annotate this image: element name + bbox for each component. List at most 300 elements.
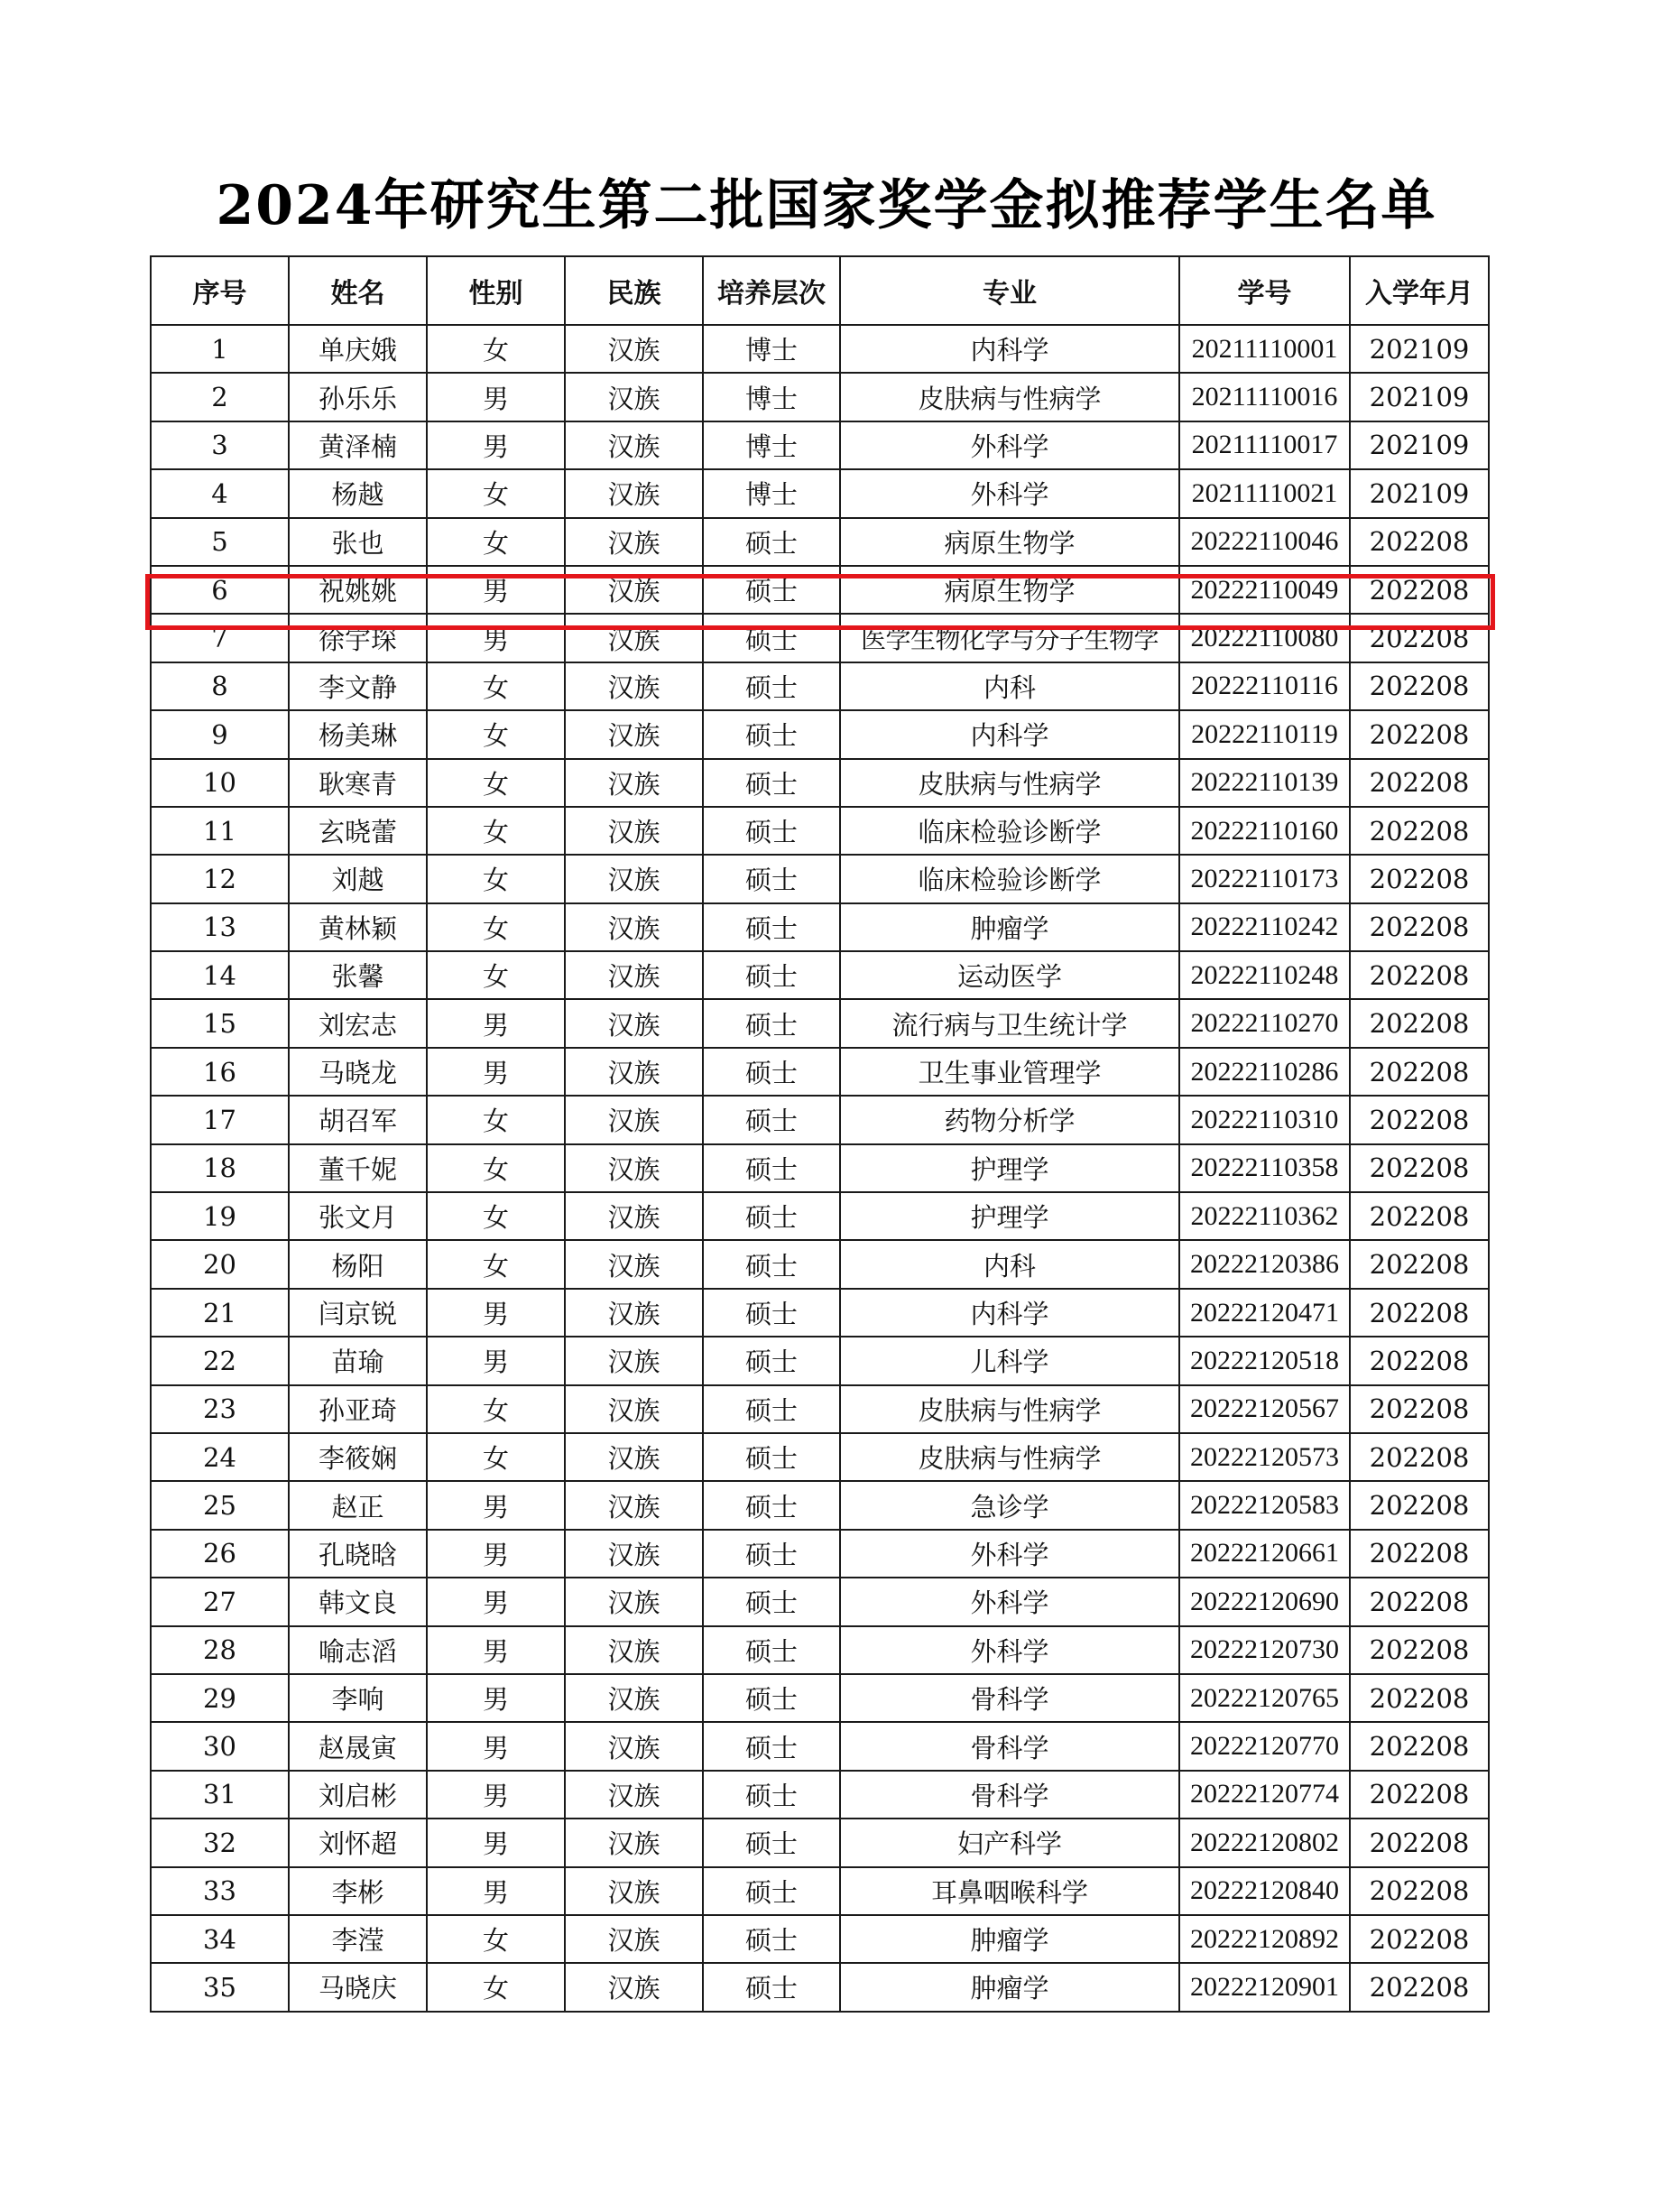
table-row <box>151 1915 1489 1963</box>
table-row <box>151 421 1489 469</box>
table-cell-gender: 男 <box>427 566 565 614</box>
table-cell-id: 20222110362 <box>1179 1192 1350 1240</box>
table-cell-enroll: 202208 <box>1350 1240 1489 1288</box>
table-cell-id: 20222110139 <box>1179 759 1350 807</box>
table-cell-id: 20222120690 <box>1179 1578 1350 1625</box>
table-cell-level: 博士 <box>703 373 840 421</box>
table-cell-index: 13 <box>151 903 289 951</box>
scholarship-table <box>150 255 1490 2013</box>
table-cell-enroll: 202109 <box>1350 373 1489 421</box>
table-cell-name: 李文静 <box>289 662 427 710</box>
table-cell-id: 20211110021 <box>1179 469 1350 517</box>
table-cell-gender: 女 <box>427 951 565 999</box>
table-cell-gender: 男 <box>427 1289 565 1337</box>
table-cell-level: 硕士 <box>703 1240 840 1288</box>
table-cell-id: 20211110001 <box>1179 325 1350 373</box>
table-cell-id: 20222120730 <box>1179 1626 1350 1674</box>
table-cell-gender: 女 <box>427 325 565 373</box>
table-cell-enroll: 202208 <box>1350 1626 1489 1674</box>
table-cell-id: 20222110160 <box>1179 807 1350 855</box>
table-cell-enroll: 202208 <box>1350 951 1489 999</box>
table-row <box>151 1674 1489 1722</box>
table-cell-id: 20222110049 <box>1179 566 1350 614</box>
table-row <box>151 1048 1489 1096</box>
table-cell-index: 11 <box>151 807 289 855</box>
table-cell-index: 8 <box>151 662 289 710</box>
table-cell-level: 硕士 <box>703 566 840 614</box>
table-cell-index: 31 <box>151 1771 289 1819</box>
table-row <box>151 1096 1489 1143</box>
table-cell-index: 33 <box>151 1867 289 1915</box>
table-cell-id: 20222120892 <box>1179 1915 1350 1963</box>
table-cell-gender: 女 <box>427 518 565 566</box>
table-cell-index: 28 <box>151 1626 289 1674</box>
table-cell-id: 20222110116 <box>1179 662 1350 710</box>
table-cell-enroll: 202208 <box>1350 1192 1489 1240</box>
table-cell-gender: 女 <box>427 1144 565 1192</box>
table-row <box>151 855 1489 902</box>
table-cell-enroll: 202208 <box>1350 1771 1489 1819</box>
table-cell-name: 黄泽楠 <box>289 421 427 469</box>
table-cell-enroll: 202208 <box>1350 1530 1489 1578</box>
table-cell-level: 硕士 <box>703 1144 840 1192</box>
table-cell-enroll: 202208 <box>1350 1433 1489 1481</box>
table-cell-enroll: 202208 <box>1350 1963 1489 2011</box>
table-cell-level: 硕士 <box>703 1867 840 1915</box>
table-cell-major: 内科学 <box>840 325 1179 373</box>
table-cell-index: 6 <box>151 566 289 614</box>
table-cell-id: 20222120901 <box>1179 1963 1350 2011</box>
table-cell-id: 20211110017 <box>1179 421 1350 469</box>
table-row <box>151 1433 1489 1481</box>
table-cell-major: 临床检验诊断学 <box>840 807 1179 855</box>
table-row <box>151 325 1489 373</box>
table-cell-id: 20222110046 <box>1179 518 1350 566</box>
table-cell-ethnicity: 汉族 <box>565 614 703 662</box>
table-cell-gender: 男 <box>427 1626 565 1674</box>
table-cell-ethnicity: 汉族 <box>565 1048 703 1096</box>
table-cell-level: 硕士 <box>703 1096 840 1143</box>
table-cell-ethnicity: 汉族 <box>565 325 703 373</box>
table-cell-id: 20222120567 <box>1179 1385 1350 1433</box>
table-cell-gender: 女 <box>427 469 565 517</box>
table-cell-name: 闫京锐 <box>289 1289 427 1337</box>
table-cell-level: 硕士 <box>703 999 840 1047</box>
table-cell-enroll: 202208 <box>1350 759 1489 807</box>
table-cell-major: 外科学 <box>840 421 1179 469</box>
table-cell-index: 32 <box>151 1819 289 1866</box>
table-cell-id: 20222110270 <box>1179 999 1350 1047</box>
table-cell-major: 骨科学 <box>840 1722 1179 1770</box>
table-cell-enroll: 202208 <box>1350 1144 1489 1192</box>
table-cell-ethnicity: 汉族 <box>565 1096 703 1143</box>
table-cell-index: 5 <box>151 518 289 566</box>
table-row <box>151 1530 1489 1578</box>
table-cell-major: 外科学 <box>840 469 1179 517</box>
table-cell-gender: 女 <box>427 903 565 951</box>
table-cell-gender: 女 <box>427 1385 565 1433</box>
table-cell-gender: 男 <box>427 1674 565 1722</box>
table-cell-enroll: 202208 <box>1350 999 1489 1047</box>
table-cell-id: 20222110080 <box>1179 614 1350 662</box>
table-cell-gender: 男 <box>427 999 565 1047</box>
table-cell-id: 20222120661 <box>1179 1530 1350 1578</box>
table-cell-gender: 男 <box>427 421 565 469</box>
table-cell-ethnicity: 汉族 <box>565 807 703 855</box>
table-cell-enroll: 202208 <box>1350 1578 1489 1625</box>
table-cell-ethnicity: 汉族 <box>565 759 703 807</box>
table-row <box>151 1626 1489 1674</box>
table-cell-gender: 男 <box>427 1722 565 1770</box>
table-cell-ethnicity: 汉族 <box>565 1433 703 1481</box>
table-cell-major: 肿瘤学 <box>840 903 1179 951</box>
table-row <box>151 1578 1489 1625</box>
table-cell-ethnicity: 汉族 <box>565 1192 703 1240</box>
table-cell-name: 赵晟寅 <box>289 1722 427 1770</box>
document-title: 2024年研究生第二批国家奖学金拟推荐学生名单 <box>216 174 1437 237</box>
table-cell-index: 7 <box>151 614 289 662</box>
header-name: 姓名 <box>289 256 427 325</box>
table-cell-major: 肿瘤学 <box>840 1963 1179 2011</box>
table-cell-gender: 男 <box>427 1578 565 1625</box>
table-cell-enroll: 202109 <box>1350 421 1489 469</box>
table-cell-major: 内科学 <box>840 1289 1179 1337</box>
table-cell-ethnicity: 汉族 <box>565 903 703 951</box>
table-row <box>151 373 1489 421</box>
table-row <box>151 1771 1489 1819</box>
table-cell-level: 硕士 <box>703 1819 840 1866</box>
table-cell-enroll: 202109 <box>1350 469 1489 517</box>
table-row <box>151 518 1489 566</box>
table-cell-name: 玄晓蕾 <box>289 807 427 855</box>
table-row <box>151 759 1489 807</box>
table-cell-gender: 女 <box>427 1240 565 1288</box>
table-cell-id: 20222120518 <box>1179 1337 1350 1384</box>
table-cell-ethnicity: 汉族 <box>565 662 703 710</box>
table-cell-ethnicity: 汉族 <box>565 1481 703 1529</box>
table-cell-gender: 女 <box>427 1192 565 1240</box>
table-cell-ethnicity: 汉族 <box>565 1144 703 1192</box>
table-cell-major: 医学生物化学与分子生物学 <box>840 614 1179 662</box>
table-cell-level: 硕士 <box>703 1530 840 1578</box>
table-cell-gender: 女 <box>427 807 565 855</box>
table-cell-level: 硕士 <box>703 1192 840 1240</box>
table-cell-name: 徐宇琛 <box>289 614 427 662</box>
table-cell-name: 刘启彬 <box>289 1771 427 1819</box>
header-gender: 性别 <box>427 256 565 325</box>
table-cell-gender: 男 <box>427 1337 565 1384</box>
table-row <box>151 614 1489 662</box>
table-cell-gender: 女 <box>427 662 565 710</box>
table-cell-id: 20222120765 <box>1179 1674 1350 1722</box>
table-cell-ethnicity: 汉族 <box>565 1819 703 1866</box>
table-cell-id: 20222120774 <box>1179 1771 1350 1819</box>
table-cell-ethnicity: 汉族 <box>565 1963 703 2011</box>
table-cell-enroll: 202208 <box>1350 662 1489 710</box>
table-cell-enroll: 202208 <box>1350 1819 1489 1866</box>
table-cell-major: 骨科学 <box>840 1674 1179 1722</box>
table-header <box>151 256 1489 325</box>
table-cell-ethnicity: 汉族 <box>565 1578 703 1625</box>
table-cell-index: 26 <box>151 1530 289 1578</box>
table-row <box>151 1192 1489 1240</box>
table-cell-ethnicity: 汉族 <box>565 1626 703 1674</box>
table-cell-enroll: 202208 <box>1350 710 1489 758</box>
table-cell-name: 刘越 <box>289 855 427 902</box>
table-cell-id: 20222120802 <box>1179 1819 1350 1866</box>
table-cell-major: 骨科学 <box>840 1771 1179 1819</box>
table-cell-name: 刘怀超 <box>289 1819 427 1866</box>
table-cell-gender: 女 <box>427 1963 565 2011</box>
table-cell-ethnicity: 汉族 <box>565 1289 703 1337</box>
table-cell-ethnicity: 汉族 <box>565 1337 703 1384</box>
table-row <box>151 1337 1489 1384</box>
table-cell-name: 赵正 <box>289 1481 427 1529</box>
table-cell-name: 马晓龙 <box>289 1048 427 1096</box>
table-cell-id: 20222120471 <box>1179 1289 1350 1337</box>
table-cell-level: 硕士 <box>703 1578 840 1625</box>
table-cell-name: 杨阳 <box>289 1240 427 1288</box>
table-cell-index: 17 <box>151 1096 289 1143</box>
header-enrollment: 入学年月 <box>1350 256 1489 325</box>
table-cell-id: 20222120840 <box>1179 1867 1350 1915</box>
table-cell-enroll: 202208 <box>1350 1048 1489 1096</box>
table-cell-name: 祝姚姚 <box>289 566 427 614</box>
table-row <box>151 1144 1489 1192</box>
table-cell-ethnicity: 汉族 <box>565 1867 703 1915</box>
table-cell-ethnicity: 汉族 <box>565 1530 703 1578</box>
table-cell-name: 李滢 <box>289 1915 427 1963</box>
table-row <box>151 566 1489 614</box>
table-cell-gender: 男 <box>427 1771 565 1819</box>
table-cell-index: 18 <box>151 1144 289 1192</box>
table-cell-level: 博士 <box>703 421 840 469</box>
table-cell-level: 硕士 <box>703 1337 840 1384</box>
table-cell-gender: 男 <box>427 1530 565 1578</box>
table-row <box>151 1722 1489 1770</box>
table-cell-major: 内科 <box>840 662 1179 710</box>
header-student-id: 学号 <box>1179 256 1350 325</box>
table-row <box>151 1481 1489 1529</box>
table-cell-level: 博士 <box>703 469 840 517</box>
table-row <box>151 1240 1489 1288</box>
table-cell-enroll: 202208 <box>1350 807 1489 855</box>
table-cell-index: 27 <box>151 1578 289 1625</box>
header-row <box>151 256 1489 325</box>
header-level: 培养层次 <box>703 256 840 325</box>
table-cell-level: 硕士 <box>703 759 840 807</box>
table-cell-major: 皮肤病与性病学 <box>840 1385 1179 1433</box>
table-cell-ethnicity: 汉族 <box>565 421 703 469</box>
table-cell-index: 9 <box>151 710 289 758</box>
table-cell-index: 14 <box>151 951 289 999</box>
table-cell-name: 耿寒青 <box>289 759 427 807</box>
table-cell-gender: 女 <box>427 710 565 758</box>
table-cell-major: 病原生物学 <box>840 566 1179 614</box>
table-cell-name: 杨美琳 <box>289 710 427 758</box>
table-cell-major: 妇产科学 <box>840 1819 1179 1866</box>
table-cell-id: 20222110119 <box>1179 710 1350 758</box>
table-cell-id: 20222110310 <box>1179 1096 1350 1143</box>
table-cell-name: 张馨 <box>289 951 427 999</box>
table-row <box>151 1819 1489 1866</box>
table-row <box>151 662 1489 710</box>
header-major: 专业 <box>840 256 1179 325</box>
table-cell-level: 硕士 <box>703 855 840 902</box>
table-cell-enroll: 202208 <box>1350 566 1489 614</box>
table-row <box>151 1867 1489 1915</box>
table-cell-index: 30 <box>151 1722 289 1770</box>
table-cell-major: 运动医学 <box>840 951 1179 999</box>
table-cell-major: 药物分析学 <box>840 1096 1179 1143</box>
table-cell-enroll: 202208 <box>1350 518 1489 566</box>
table-cell-name: 张也 <box>289 518 427 566</box>
table-cell-name: 孙乐乐 <box>289 373 427 421</box>
table-cell-level: 硕士 <box>703 614 840 662</box>
table-cell-index: 25 <box>151 1481 289 1529</box>
table-cell-level: 硕士 <box>703 1048 840 1096</box>
table-cell-level: 硕士 <box>703 1289 840 1337</box>
table-cell-gender: 男 <box>427 1867 565 1915</box>
table-cell-level: 硕士 <box>703 1433 840 1481</box>
table-cell-ethnicity: 汉族 <box>565 1674 703 1722</box>
table-cell-level: 硕士 <box>703 807 840 855</box>
table-cell-gender: 女 <box>427 855 565 902</box>
table-cell-level: 硕士 <box>703 1771 840 1819</box>
table-cell-gender: 男 <box>427 1481 565 1529</box>
table-cell-ethnicity: 汉族 <box>565 999 703 1047</box>
table-cell-name: 李彬 <box>289 1867 427 1915</box>
table-cell-enroll: 202208 <box>1350 1722 1489 1770</box>
table-cell-level: 硕士 <box>703 1915 840 1963</box>
table-cell-level: 硕士 <box>703 951 840 999</box>
table-row <box>151 1963 1489 2011</box>
table-cell-major: 外科学 <box>840 1530 1179 1578</box>
table-cell-name: 喻志滔 <box>289 1626 427 1674</box>
table-row <box>151 469 1489 517</box>
table-row <box>151 1385 1489 1433</box>
header-ethnicity: 民族 <box>565 256 703 325</box>
header-index: 序号 <box>151 256 289 325</box>
table-cell-index: 22 <box>151 1337 289 1384</box>
table-body <box>151 325 1489 2012</box>
table-cell-gender: 女 <box>427 1915 565 1963</box>
table-cell-enroll: 202208 <box>1350 1385 1489 1433</box>
table-cell-index: 35 <box>151 1963 289 2011</box>
table-cell-enroll: 202208 <box>1350 1915 1489 1963</box>
table-cell-ethnicity: 汉族 <box>565 373 703 421</box>
table-cell-enroll: 202208 <box>1350 903 1489 951</box>
table-cell-enroll: 202208 <box>1350 614 1489 662</box>
table-cell-name: 胡召军 <box>289 1096 427 1143</box>
table-cell-major: 外科学 <box>840 1578 1179 1625</box>
table-cell-major: 卫生事业管理学 <box>840 1048 1179 1096</box>
table-cell-index: 10 <box>151 759 289 807</box>
table-cell-ethnicity: 汉族 <box>565 469 703 517</box>
table-cell-enroll: 202208 <box>1350 1289 1489 1337</box>
table-cell-name: 董千妮 <box>289 1144 427 1192</box>
table-cell-index: 21 <box>151 1289 289 1337</box>
table-cell-index: 16 <box>151 1048 289 1096</box>
table-cell-enroll: 202208 <box>1350 855 1489 902</box>
table-cell-major: 外科学 <box>840 1626 1179 1674</box>
table-cell-major: 耳鼻咽喉科学 <box>840 1867 1179 1915</box>
table-cell-level: 硕士 <box>703 662 840 710</box>
table-cell-level: 硕士 <box>703 1481 840 1529</box>
table-cell-name: 张文月 <box>289 1192 427 1240</box>
table-cell-ethnicity: 汉族 <box>565 951 703 999</box>
table-cell-enroll: 202208 <box>1350 1337 1489 1384</box>
table-cell-index: 15 <box>151 999 289 1047</box>
table-cell-name: 苗瑜 <box>289 1337 427 1384</box>
table-cell-major: 临床检验诊断学 <box>840 855 1179 902</box>
table-cell-level: 硕士 <box>703 1626 840 1674</box>
table-cell-ethnicity: 汉族 <box>565 1240 703 1288</box>
table-cell-level: 硕士 <box>703 518 840 566</box>
table-cell-ethnicity: 汉族 <box>565 1771 703 1819</box>
table-cell-id: 20222120386 <box>1179 1240 1350 1288</box>
table-row <box>151 1289 1489 1337</box>
table-cell-enroll: 202208 <box>1350 1867 1489 1915</box>
table-cell-index: 1 <box>151 325 289 373</box>
table-cell-ethnicity: 汉族 <box>565 855 703 902</box>
table-cell-gender: 男 <box>427 1819 565 1866</box>
table-cell-name: 孔晓晗 <box>289 1530 427 1578</box>
table-cell-index: 23 <box>151 1385 289 1433</box>
table-cell-index: 19 <box>151 1192 289 1240</box>
table-cell-gender: 男 <box>427 1048 565 1096</box>
table-cell-index: 2 <box>151 373 289 421</box>
table-cell-enroll: 202208 <box>1350 1674 1489 1722</box>
table-cell-major: 流行病与卫生统计学 <box>840 999 1179 1047</box>
table-cell-index: 20 <box>151 1240 289 1288</box>
table-cell-major: 儿科学 <box>840 1337 1179 1384</box>
table-cell-level: 硕士 <box>703 710 840 758</box>
table-cell-ethnicity: 汉族 <box>565 1385 703 1433</box>
table-cell-ethnicity: 汉族 <box>565 518 703 566</box>
table-cell-index: 12 <box>151 855 289 902</box>
table-cell-major: 病原生物学 <box>840 518 1179 566</box>
table-cell-name: 刘宏志 <box>289 999 427 1047</box>
table-cell-major: 内科 <box>840 1240 1179 1288</box>
table-cell-id: 20222110286 <box>1179 1048 1350 1096</box>
table-cell-level: 硕士 <box>703 1963 840 2011</box>
table-cell-index: 34 <box>151 1915 289 1963</box>
table-cell-name: 黄林颖 <box>289 903 427 951</box>
table-cell-ethnicity: 汉族 <box>565 1915 703 1963</box>
table-cell-level: 硕士 <box>703 903 840 951</box>
table-cell-major: 肿瘤学 <box>840 1915 1179 1963</box>
table-cell-major: 护理学 <box>840 1144 1179 1192</box>
table-cell-major: 皮肤病与性病学 <box>840 759 1179 807</box>
table-cell-id: 20222120573 <box>1179 1433 1350 1481</box>
table-cell-gender: 女 <box>427 1433 565 1481</box>
table-cell-id: 20222120583 <box>1179 1481 1350 1529</box>
table-cell-major: 急诊学 <box>840 1481 1179 1529</box>
table-cell-gender: 男 <box>427 373 565 421</box>
table-cell-level: 博士 <box>703 325 840 373</box>
table-cell-gender: 男 <box>427 614 565 662</box>
table-cell-ethnicity: 汉族 <box>565 566 703 614</box>
table-cell-major: 皮肤病与性病学 <box>840 373 1179 421</box>
table-cell-enroll: 202208 <box>1350 1096 1489 1143</box>
table-cell-ethnicity: 汉族 <box>565 710 703 758</box>
table-row <box>151 903 1489 951</box>
table-cell-index: 3 <box>151 421 289 469</box>
table-row <box>151 951 1489 999</box>
table-row <box>151 710 1489 758</box>
table-cell-level: 硕士 <box>703 1674 840 1722</box>
